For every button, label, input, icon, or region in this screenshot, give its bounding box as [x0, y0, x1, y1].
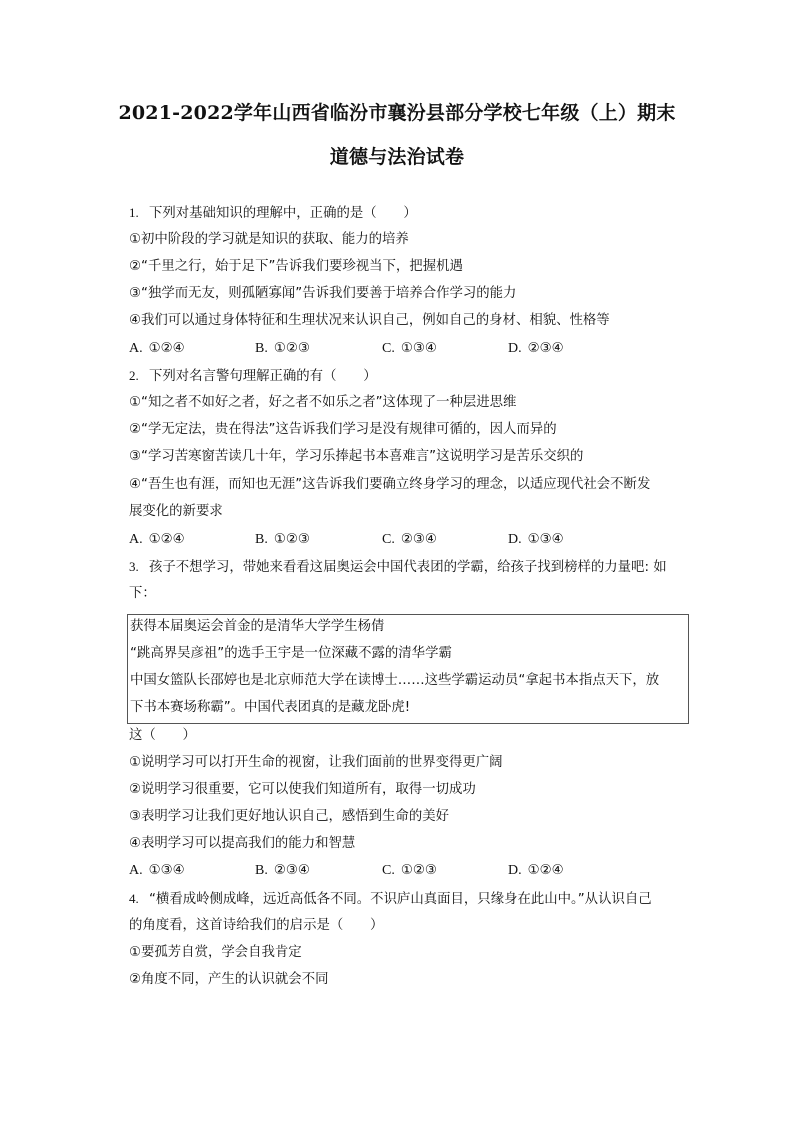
q2-item-1: ①“知之者不如好之者，好之者不如乐之者”这体现了一种层进思维	[129, 395, 517, 410]
q1-option-d[interactable]	[508, 340, 564, 358]
q1-option-a[interactable]	[129, 340, 185, 358]
material-line-4: 下书本赛场称霸”。中国代表团真的是藏龙卧虎!	[130, 700, 411, 715]
option-letter: A.	[129, 341, 143, 356]
q3-after-box: 这（ ）	[129, 728, 196, 743]
question-number: 3.	[129, 559, 139, 574]
question-text: “横看成岭侧成峰，远近高低各不同。不识庐山真面目，只缘身在此山中。”从认识自己	[149, 892, 652, 907]
q3-item-4: ④表明学习可以提高我们的能力和智慧	[129, 836, 356, 851]
option-letter: A.	[129, 532, 143, 547]
q2-item-3: ③“学习苦寒窗苦读几十年，学习乐捧起书本喜难言”这说明学习是苦乐交织的	[129, 449, 584, 464]
question-number: 4.	[129, 891, 139, 906]
option-letter: C.	[382, 532, 395, 547]
q4-item-1: ①要孤芳自赏，学会自我肯定	[129, 945, 302, 960]
q3-item-3: ③表明学习让我们更好地认识自己，感悟到生命的美好	[129, 809, 449, 824]
q2-option-b[interactable]	[255, 531, 310, 549]
q2-item-4: ④“吾生也有涯，而知也无涯”这告诉我们要确立终身学习的理念，以适应现代社会不断发	[129, 477, 651, 492]
option-text: ②③④	[400, 532, 437, 547]
option-text: ①③④	[527, 532, 564, 547]
material-line-3: 中国女篮队长邵婷也是北京师范大学在读博士……这些学霸运动员“拿起书本指点天下，放	[130, 673, 660, 688]
option-text: ①③④	[148, 863, 185, 878]
q3-option-a[interactable]	[129, 862, 185, 880]
option-text: ①②④	[148, 341, 185, 356]
material-box	[127, 614, 689, 724]
q3-option-c[interactable]	[382, 862, 437, 880]
option-text: ①②④	[148, 532, 185, 547]
exam-title-line1: 2021-2022学年山西省临汾市襄汾县部分学校七年级（上）期末	[118, 102, 676, 124]
q1-item-4: ④我们可以通过身体特征和生理状况来认识自己，例如自己的身材、相貌、性格等	[129, 313, 610, 328]
option-letter: D.	[508, 863, 522, 878]
question-3-stem	[129, 558, 667, 577]
q2-item-2: ②“学无定法，贵在得法”这告诉我们学习是没有规律可循的，因人而异的	[129, 422, 557, 437]
material-line-2: “跳高界吴彦祖”的选手王宇是一位深藏不露的清华学霸	[130, 646, 452, 661]
question-2-stem	[129, 367, 377, 386]
option-text: ①②③	[400, 863, 437, 878]
option-text: ①③④	[400, 341, 437, 356]
q1-item-2: ②“千里之行，始于足下”告诉我们要珍视当下，把握机遇	[129, 259, 463, 274]
question-number: 1.	[129, 205, 139, 220]
option-letter: C.	[382, 863, 395, 878]
q4-item-2: ②角度不同，产生的认识就会不同	[129, 972, 329, 987]
question-text: 孩子不想学习，带她来看看这届奥运会中国代表团的学霸，给孩子找到榜样的力量吧: 如	[149, 560, 667, 575]
material-line-1: 获得本届奥运会首金的是清华大学学生杨倩	[130, 619, 385, 634]
q2-option-a[interactable]	[129, 531, 185, 549]
exam-title-line2: 道德与法治试卷	[329, 146, 465, 168]
question-4-stem	[129, 890, 652, 909]
q3-item-2: ②说明学习很重要，它可以使我们知道所有，取得一切成功	[129, 782, 476, 797]
option-text: ①②③	[273, 341, 310, 356]
option-letter: B.	[255, 863, 268, 878]
question-1-stem	[129, 204, 417, 223]
q1-option-c[interactable]	[382, 340, 437, 358]
q1-item-3: ③“独学而无友，则孤陋寡闻”告诉我们要善于培养合作学习的能力	[129, 286, 517, 301]
question-4-stem-cont: 的角度看，这首诗给我们的启示是（ ）	[129, 918, 384, 933]
option-text: ②③④	[273, 863, 310, 878]
option-text: ①②④	[527, 863, 564, 878]
q3-option-d[interactable]	[508, 862, 564, 880]
question-number: 2.	[129, 368, 139, 383]
question-3-stem-cont: 下：	[129, 586, 156, 601]
option-letter: D.	[508, 341, 522, 356]
option-letter: C.	[382, 341, 395, 356]
q2-option-c[interactable]	[382, 531, 437, 549]
option-letter: B.	[255, 341, 268, 356]
option-letter: A.	[129, 863, 143, 878]
question-text: 下列对基础知识的理解中，正确的是（ ）	[149, 206, 417, 221]
question-text: 下列对名言警句理解正确的有（ ）	[149, 369, 377, 384]
q1-item-1: ①初中阶段的学习就是知识的获取、能力的培养	[129, 232, 409, 247]
option-letter: B.	[255, 532, 268, 547]
option-text: ②③④	[527, 341, 564, 356]
q3-item-1: ①说明学习可以打开生命的视窗，让我们面前的世界变得更广阔	[129, 755, 503, 770]
q1-option-b[interactable]	[255, 340, 310, 358]
option-text: ①②③	[273, 532, 310, 547]
option-letter: D.	[508, 532, 522, 547]
q3-option-b[interactable]	[255, 862, 310, 880]
q2-item-4-cont: 展变化的新要求	[129, 504, 223, 519]
q2-option-d[interactable]	[508, 531, 564, 549]
